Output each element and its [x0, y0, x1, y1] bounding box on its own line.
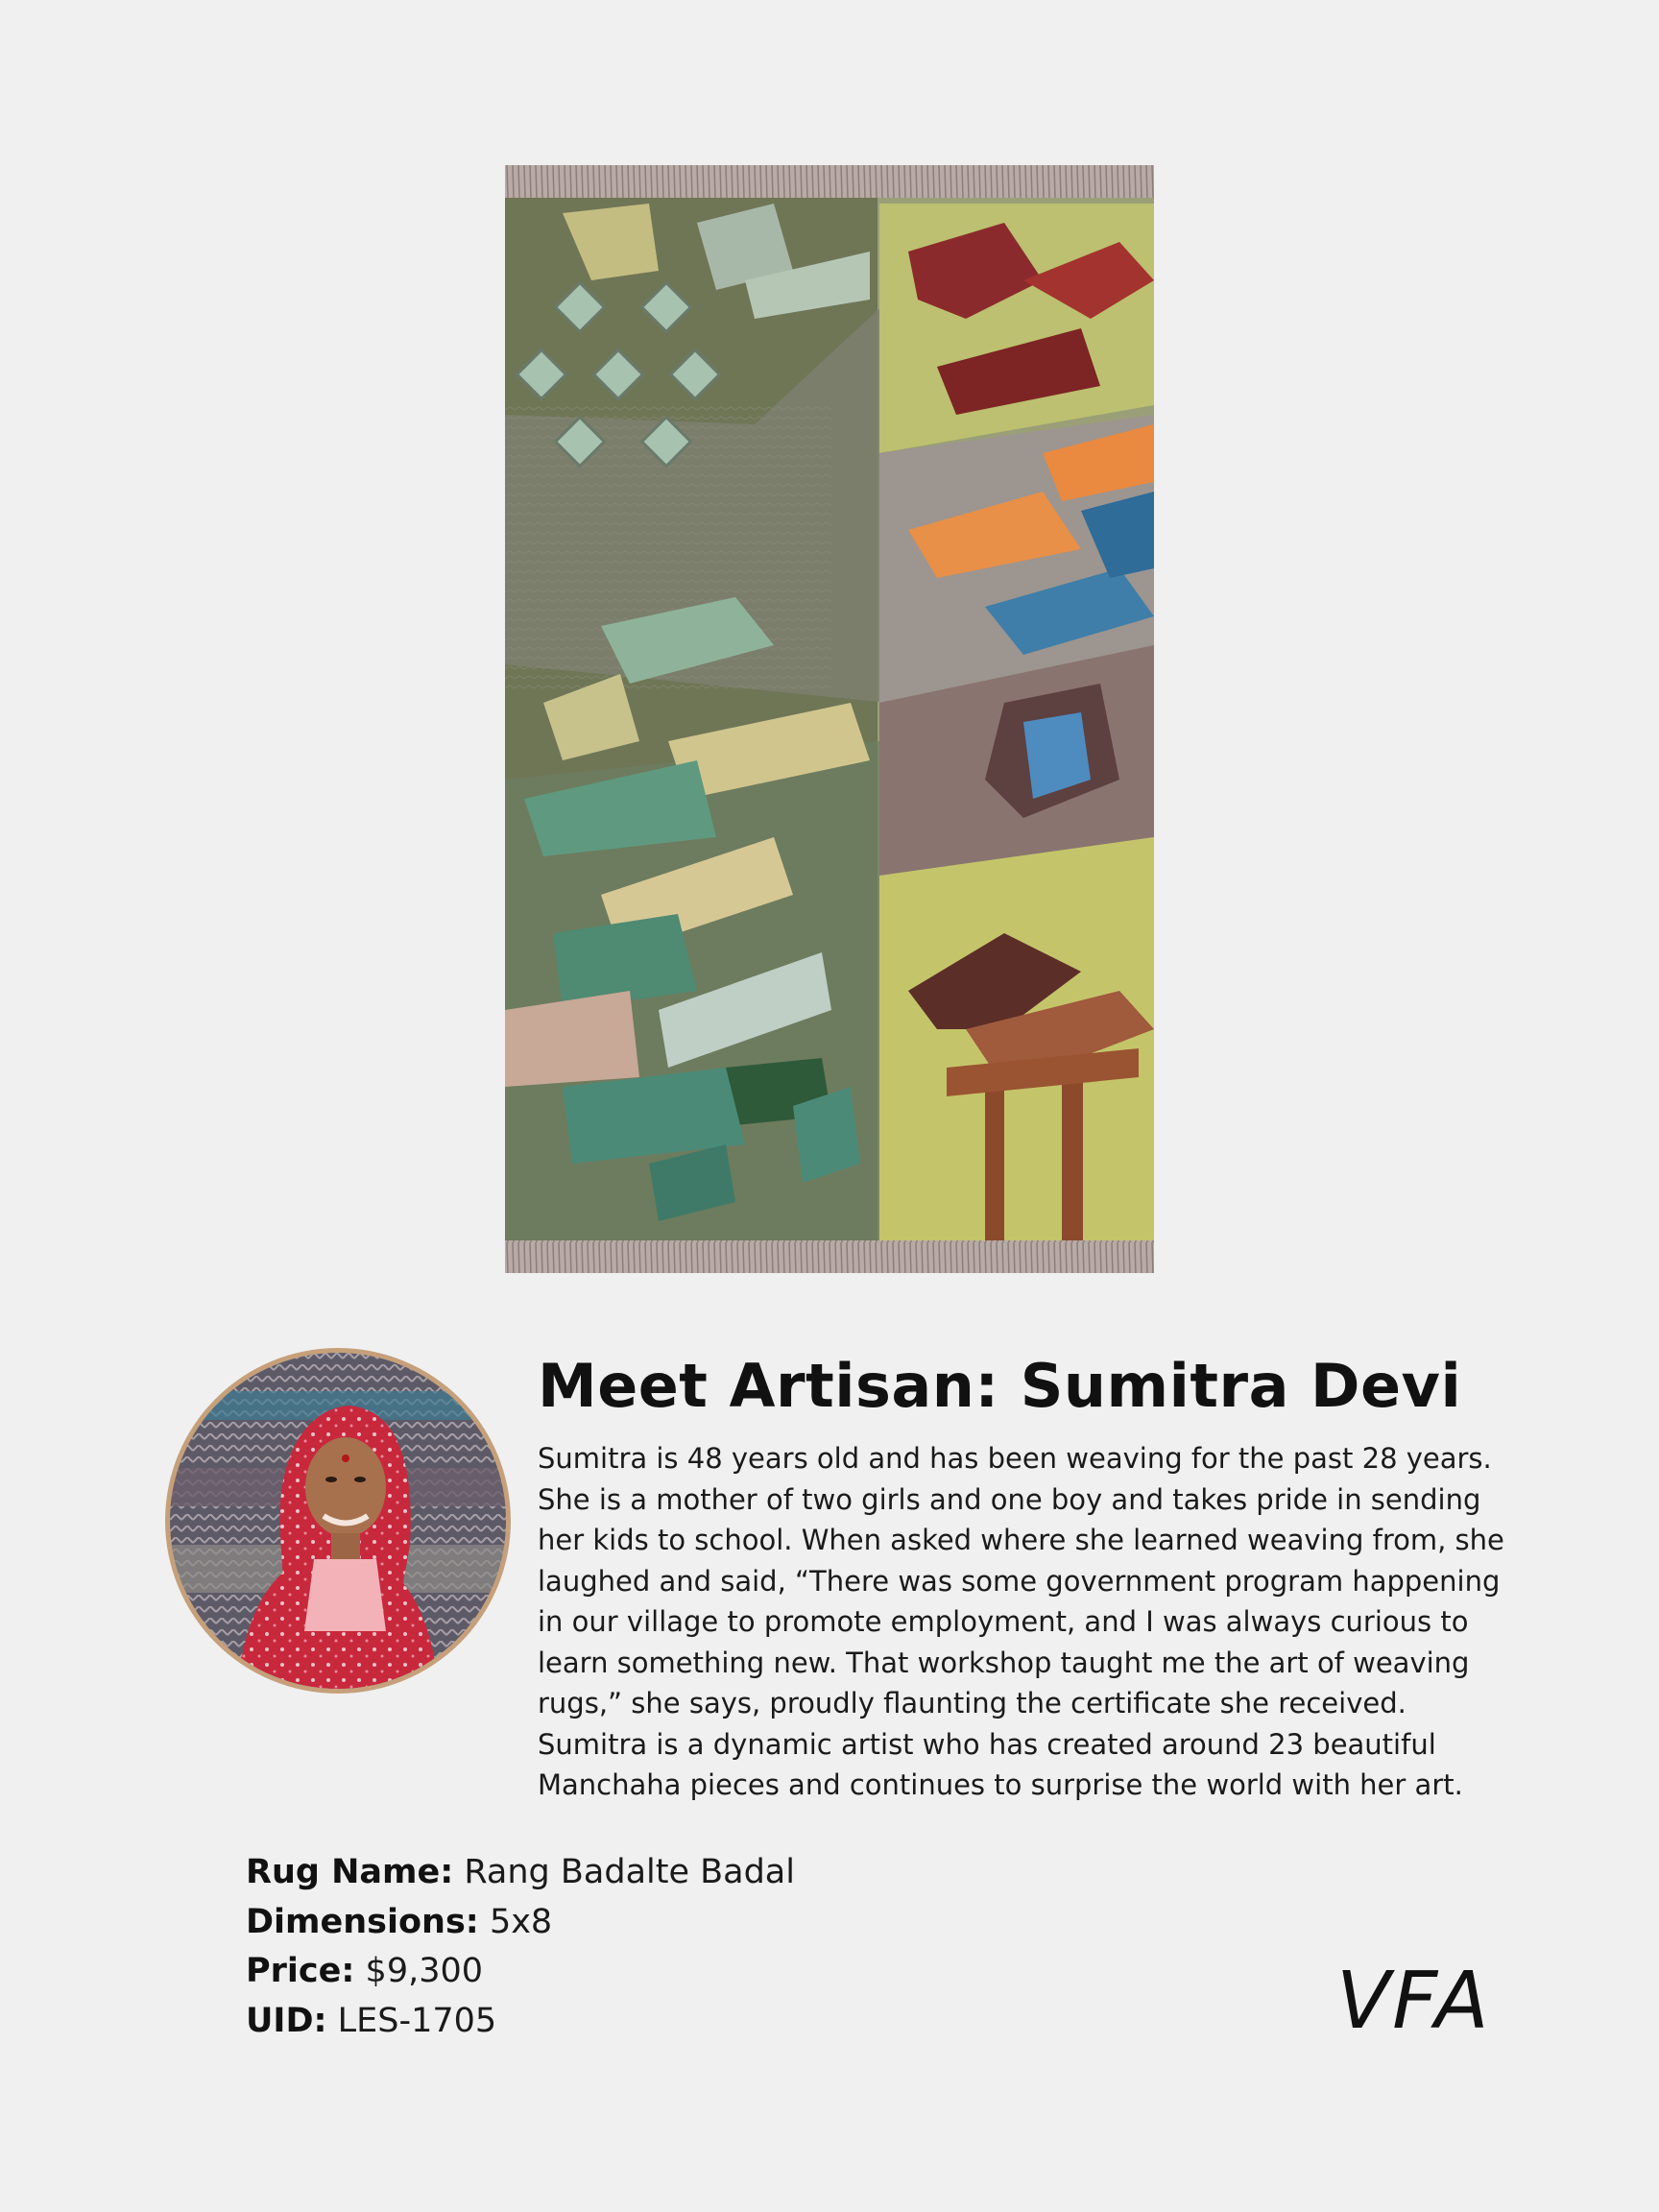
spec-rug-name — [246, 1848, 795, 1898]
artisan-heading: Meet Artisan: Sumitra Devi — [538, 1351, 1462, 1421]
brand-logo: VFA — [1336, 1956, 1491, 2047]
spec-dimensions — [246, 1898, 795, 1948]
spec-uid — [246, 1997, 795, 2047]
artisan-bio: Sumitra is 48 years old and has been weaving for the past 28 years. She is a mother of two girls and one boy and takes pride in sending her kids to school. When asked where she learned weaving from, she laughed and said, “There was some government program happening in our village to promote employment, and I was always curious to learn something new. That workshop taught me the art of weaving rugs,” she says, proudly flaunting the certificate she received. Sumitra is a dynamic artist who has created around 23 beautiful Manchaha pieces and continues to surprise the world with her art. — [538, 1442, 1504, 1801]
rug-image — [505, 165, 1154, 1273]
artisan-portrait — [165, 1348, 511, 1694]
spec-value: LES-1705 — [337, 2001, 497, 2040]
spec-label: UID: — [246, 2001, 327, 2040]
spec-value: 5x8 — [489, 1902, 553, 1941]
spec-label: Price: — [246, 1952, 355, 1990]
spec-value: $9,300 — [365, 1952, 484, 1990]
spec-price — [246, 1947, 795, 1997]
spec-label: Rug Name: — [246, 1853, 454, 1891]
rug-specs — [246, 1848, 795, 2046]
spec-value: Rang Badalte Badal — [464, 1853, 795, 1891]
spec-label: Dimensions: — [246, 1902, 479, 1941]
